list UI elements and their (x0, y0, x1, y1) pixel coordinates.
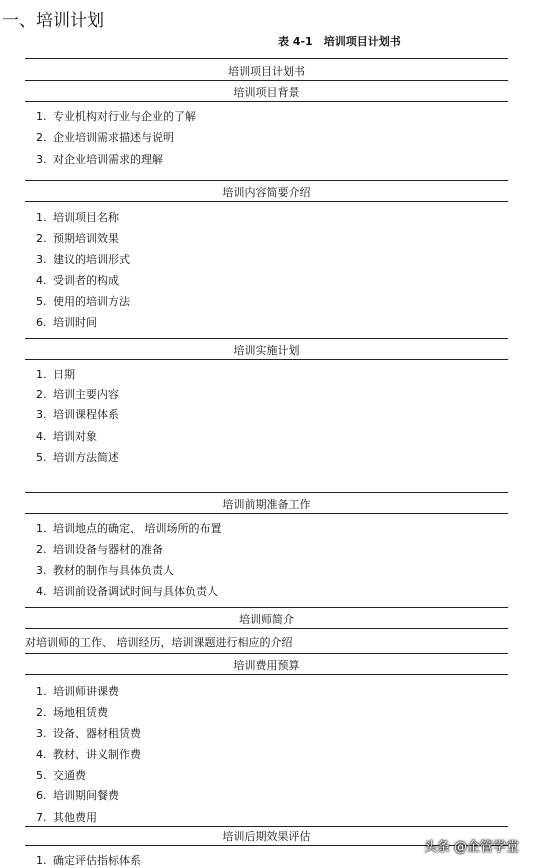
list-item: 2. 预期培训效果 (36, 232, 119, 245)
list-item: 5. 交通费 (36, 769, 86, 782)
section-title: 培训费用预算 (233, 659, 300, 672)
section-title: 培训师简介 (239, 613, 294, 626)
list-item: 4. 教材、讲义制作费 (36, 748, 141, 761)
rule (25, 826, 508, 827)
list-item: 4. 培训对象 (36, 430, 97, 443)
list-item: 6. 培训期间餐费 (36, 789, 119, 802)
table-caption: 表 4-1 培训项目计划书 (278, 35, 401, 48)
list-item: 1. 培训项目名称 (36, 211, 119, 224)
section-title: 培训内容简要介绍 (222, 186, 311, 199)
rule (25, 513, 508, 514)
list-item: 1. 确定评估指标体系 (36, 854, 141, 867)
list-item: 2. 场地租赁费 (36, 706, 108, 719)
list-item: 4. 培训前设备调试时间与具体负责人 (36, 585, 218, 598)
list-item: 1. 培训师讲课费 (36, 685, 119, 698)
list-item: 2. 企业培训需求描述与说明 (36, 131, 174, 144)
table-title: 培训项目计划书 (228, 65, 305, 78)
list-item: 7. 其他费用 (36, 811, 97, 824)
list-item: 2. 培训设备与器材的准备 (36, 543, 163, 556)
list-item: 3. 对企业培训需求的理解 (36, 153, 163, 166)
list-item: 1. 培训地点的确定、 培训场所的布置 (36, 522, 222, 535)
rule (25, 201, 508, 202)
rule (25, 607, 508, 608)
rule (25, 674, 508, 675)
rule (25, 101, 508, 102)
list-item: 3. 培训课程体系 (36, 408, 119, 421)
rule (25, 80, 508, 81)
list-item: 3. 设备、器材租赁费 (36, 727, 141, 740)
list-item: 5. 使用的培训方法 (36, 295, 130, 308)
list-item: 4. 受训者的构成 (36, 274, 119, 287)
list-item: 5. 培训方法简述 (36, 451, 119, 464)
rule (25, 628, 508, 629)
list-item: 2. 培训主要内容 (36, 388, 119, 401)
list-item: 6. 培训时间 (36, 316, 97, 329)
section-title: 培训前期准备工作 (222, 498, 311, 511)
list-item: 3. 建议的培训形式 (36, 253, 130, 266)
rule (25, 359, 508, 360)
section-title: 培训项目背景 (233, 86, 300, 99)
rule (25, 492, 508, 493)
list-item: 1. 日期 (36, 368, 75, 381)
trainer-intro-text: 对培训师的工作、 培训经历，培训课题进行相应的介绍 (25, 636, 293, 649)
rule (25, 180, 508, 181)
section-title: 培训后期效果评估 (222, 830, 311, 843)
list-item: 3. 教材的制作与具体负责人 (36, 564, 174, 577)
rule (25, 338, 508, 339)
rule (25, 653, 508, 654)
list-item: 1. 专业机构对行业与企业的了解 (36, 110, 196, 123)
page-heading: 一、培训计划 (2, 11, 104, 31)
table-top-rule (25, 58, 508, 59)
watermark: 头条 @企管学堂 (423, 840, 519, 855)
section-title: 培训实施计划 (233, 344, 300, 357)
